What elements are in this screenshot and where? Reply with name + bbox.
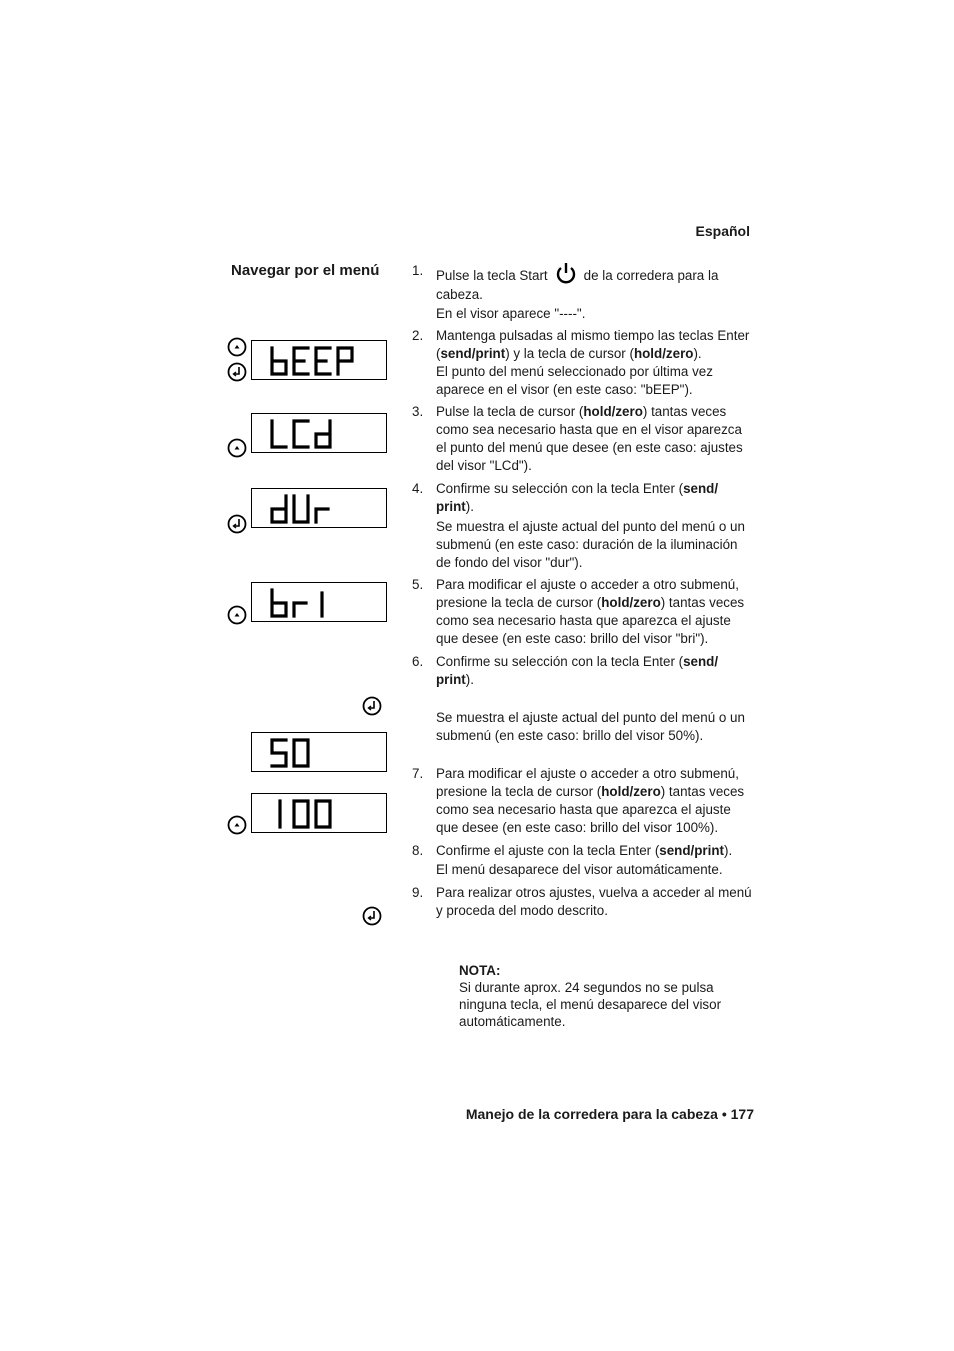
step-text: Confirme su selección con la tecla Enter ( <box>436 481 684 496</box>
display-text <box>270 588 370 618</box>
step-8 <box>412 842 754 879</box>
step-text: de la corredera para la cabeza. <box>436 268 719 302</box>
step-text: ). <box>465 499 474 514</box>
step-2 <box>412 327 754 399</box>
note-title: NOTA: <box>459 963 501 978</box>
page-footer: Manejo de la corredera para la cabeza • 177 <box>465 1106 754 1122</box>
display-text <box>270 346 370 376</box>
step-text: ) tantas veces como sea necesario hasta que aparezca el ajuste que desee (en este caso: brillo del visor "bri"). <box>436 595 745 646</box>
step-3 <box>412 403 754 475</box>
step-number: 6. <box>412 654 424 669</box>
lcd-display-bri <box>251 582 387 622</box>
lcd-display-50 <box>251 732 387 772</box>
step-number: 3. <box>412 404 424 419</box>
display-text <box>270 419 370 449</box>
step-text: Para modificar el ajuste o acceder a otro submenú, presione la tecla de cursor ( <box>436 766 739 799</box>
step-text: Pulse la tecla de cursor ( <box>436 404 584 419</box>
step-subtext: El punto del menú seleccionado por última vez aparece en el visor (en este caso: "bEEP"). <box>436 364 713 397</box>
step-number: 2. <box>412 328 424 343</box>
step-number: 9. <box>412 885 424 900</box>
step-number: 4. <box>412 481 424 496</box>
display-text <box>270 799 370 829</box>
step-text: ) tantas veces como sea necesario hasta que en el visor aparezca el punto del menú que desee (en este caso: ajustes del visor "LCd"). <box>436 404 743 473</box>
step-number: 8. <box>412 843 424 858</box>
step-subtext: El menú desaparece del visor automáticamente. <box>436 862 723 877</box>
enter-button-icon <box>227 514 247 534</box>
steps-list <box>412 262 754 920</box>
step-subtext: Se muestra el ajuste actual del punto del menú o un submenú (en este caso: brillo del visor 50%). <box>436 710 745 743</box>
display-text <box>270 738 370 768</box>
section-title: Navegar por el menú <box>231 262 380 279</box>
cursor-button-icon <box>227 337 247 357</box>
lcd-display-dur <box>251 488 387 528</box>
display-text <box>270 494 370 524</box>
step-text: Mantenga pulsadas al mismo tiempo las teclas Enter ( <box>436 328 750 361</box>
lcd-display-beep <box>251 340 387 380</box>
step-number: 1. <box>412 263 424 278</box>
step-text: Pulse la tecla Start <box>436 268 548 283</box>
step-4 <box>412 480 754 572</box>
step-text: ) tantas veces como sea necesario hasta que aparezca el ajuste que desee (en este caso: brillo del visor 100%). <box>436 784 745 835</box>
step-text: Para modificar el ajuste o acceder a otro submenú, presione la tecla de cursor ( <box>436 577 739 610</box>
key-name: send/print <box>659 843 725 858</box>
step-text: Confirme el ajuste con la tecla Enter ( <box>436 843 660 858</box>
key-name: hold/zero <box>633 346 694 361</box>
key-name: send/ print <box>436 654 719 687</box>
step-9 <box>412 884 754 920</box>
step-text: Para realizar otros ajustes, vuelva a acceder al menú y proceda del modo descrito. <box>436 885 752 918</box>
key-name: hold/zero <box>583 404 643 419</box>
key-name: send/ print <box>436 481 719 514</box>
step-text: ) y la tecla de cursor ( <box>505 346 634 361</box>
cursor-button-icon <box>227 605 247 625</box>
lcd-display-lcd <box>251 413 387 453</box>
cursor-button-icon <box>227 815 247 835</box>
power-icon <box>554 262 578 286</box>
lcd-display-100 <box>251 793 387 833</box>
step-text: ). <box>693 346 702 361</box>
step-text: ). <box>465 672 474 687</box>
step-5 <box>412 576 754 648</box>
enter-button-icon <box>362 906 382 926</box>
key-name: send/print <box>440 346 506 361</box>
note-text: Si durante aprox. 24 segundos no se pulsa ninguna tecla, el menú desaparece del visor automáticamente. <box>459 980 722 1029</box>
step-6 <box>412 653 754 745</box>
enter-button-icon <box>227 362 247 382</box>
step-7 <box>412 765 754 837</box>
step-number: 5. <box>412 577 424 592</box>
cursor-button-icon <box>227 438 247 458</box>
step-number: 7. <box>412 766 424 781</box>
note-box <box>459 962 749 1030</box>
key-name: hold/zero <box>601 784 661 799</box>
step-1 <box>412 262 754 323</box>
enter-button-icon <box>362 696 382 716</box>
language-label: Español <box>695 223 750 239</box>
step-text: ). <box>724 843 733 858</box>
key-name: hold/zero <box>601 595 661 610</box>
step-text: Confirme su selección con la tecla Enter ( <box>436 654 684 669</box>
step-subtext: Se muestra el ajuste actual del punto del menú o un submenú (en este caso: duración de la iluminación de fondo del visor "dur"). <box>436 519 745 570</box>
step-subtext: En el visor aparece "----". <box>436 306 586 321</box>
